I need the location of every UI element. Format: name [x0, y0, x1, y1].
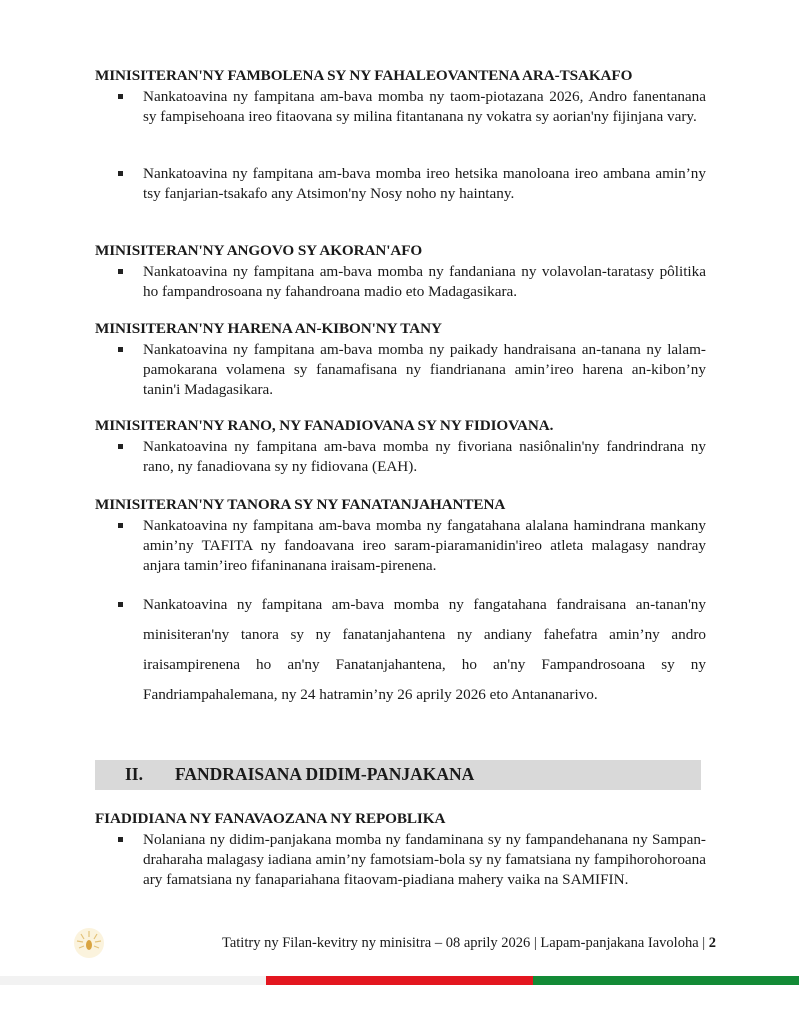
bullet-icon: [118, 523, 123, 528]
part-number: II.: [125, 764, 143, 784]
list-item: [118, 340, 706, 400]
list-item-text: Nankatoavina ny fampitana am-bava momba ny taom-piotazana 2026, Andro fanentanana sy fampisehoana ireo fitaovana sy milina fitantanana ny vokatra sy aorian'ny fijinjana vary.: [143, 88, 706, 125]
bullet-icon: [118, 347, 123, 352]
section-heading-angovo: MINISITERAN'NY ANGOVO SY AKORAN'AFO: [95, 242, 423, 259]
list-item-text: Nankatoavina ny fampitana am-bava momba ny fangatahana alalana hamindrana mankany amin’ny TAFITA ny fandoavana ireo saram-piaramanidin'ireo atleta malagasy nandray anjara tamin’ireo fifaninanana iraisam-pirenena.: [143, 517, 706, 574]
bullet-icon: [118, 269, 123, 274]
list-item-text: Nankatoavina ny fampitana am-bava momba ny fangatahana fandraisana an-tanan'ny minisiteran'ny tanora sy ny fanatanjahantena ny andiany fahefatra amin’ny andro iraisampirenena ho an'ny Fanatanjahantena, ho an'ny Fampandrosoana sy ny Fandriampahalemana, ny 24 hatramin’ny 26 aprily 2026 eto Antananarivo.: [143, 596, 706, 703]
list-item: [118, 830, 706, 890]
list-item: [118, 262, 706, 302]
footer-text: Tatitry ny Filan-kevitry ny minisitra – 08 aprily 2026 | Lapam-panjakana Iavoloha |: [222, 935, 709, 951]
list-item: [118, 516, 706, 576]
footer-bar-red: [266, 976, 533, 985]
list-item-text: Nolaniana ny didim-panjakana momba ny fandaminana sy ny fampandehanana ny Sampan-draharaha malagasy iadiana amin’ny famotsiam-bola sy ny famatsiana ny fampihorohoroana ary famatsiana ny fanapariahana fitaovam-piadiana mahery vaika na SAMIFIN.: [143, 831, 706, 888]
bullet-icon: [118, 171, 123, 176]
page-number: 2: [708, 935, 717, 951]
section-heading-fambolena: MINISITERAN'NY FAMBOLENA SY NY FAHALEOVANTENA ARA-TSAKAFO: [95, 67, 633, 84]
list-item-text: Nankatoavina ny fampitana am-bava momba ny fivoriana nasiônalin'ny fandrindrana ny rano, ny fanadiovana sy ny fidiovana (EAH).: [143, 438, 706, 475]
list-item-text: Nankatoavina ny fampitana am-bava momba ny fandaniana ny volavolan-taratasy pôlitika ho fampandrosoana ny fahandroana madio eto Madagasikara.: [143, 263, 706, 300]
list-item: [118, 87, 706, 127]
bullet-icon: [118, 444, 123, 449]
list-item: [118, 437, 706, 477]
part-two-heading: [95, 760, 701, 790]
list-item-text: Nankatoavina ny fampitana am-bava momba ireo hetsika manoloana ireo ambana amin’ny tsy fanjarian-tsakafo any Atsimon'ny Nosy noho ny haintany.: [143, 165, 706, 202]
list-item: [118, 590, 706, 710]
footer-caption: [222, 935, 716, 952]
bullet-icon: [118, 602, 123, 607]
list-item-text: Nankatoavina ny fampitana am-bava momba ny paikady handraisana an-tanana ny lalam-pamokarana volamena sy fanamafisana ny fiandrianana amin’ireo harena an-kibon’ny tanin'i Madagasikara.: [143, 341, 706, 398]
bullet-icon: [118, 837, 123, 842]
part-title: FANDRAISANA DIDIM-PANJAKANA: [175, 764, 475, 784]
section-heading-rano: MINISITERAN'NY RANO, NY FANADIOVANA SY NY FIDIOVANA.: [95, 417, 554, 434]
bullet-icon: [118, 94, 123, 99]
section-heading-tanora: MINISITERAN'NY TANORA SY NY FANATANJAHANTENA: [95, 496, 506, 513]
footer-bar-gray: [0, 976, 266, 985]
presidency-sun-emblem-icon: [72, 926, 106, 960]
section-heading-harena: MINISITERAN'NY HARENA AN-KIBON'NY TANY: [95, 320, 442, 337]
list-item: [118, 164, 706, 204]
footer-bar-green: [533, 976, 799, 985]
section-heading-fiadidiana: FIADIDIANA NY FANAVAOZANA NY REPOBLIKA: [95, 810, 446, 827]
